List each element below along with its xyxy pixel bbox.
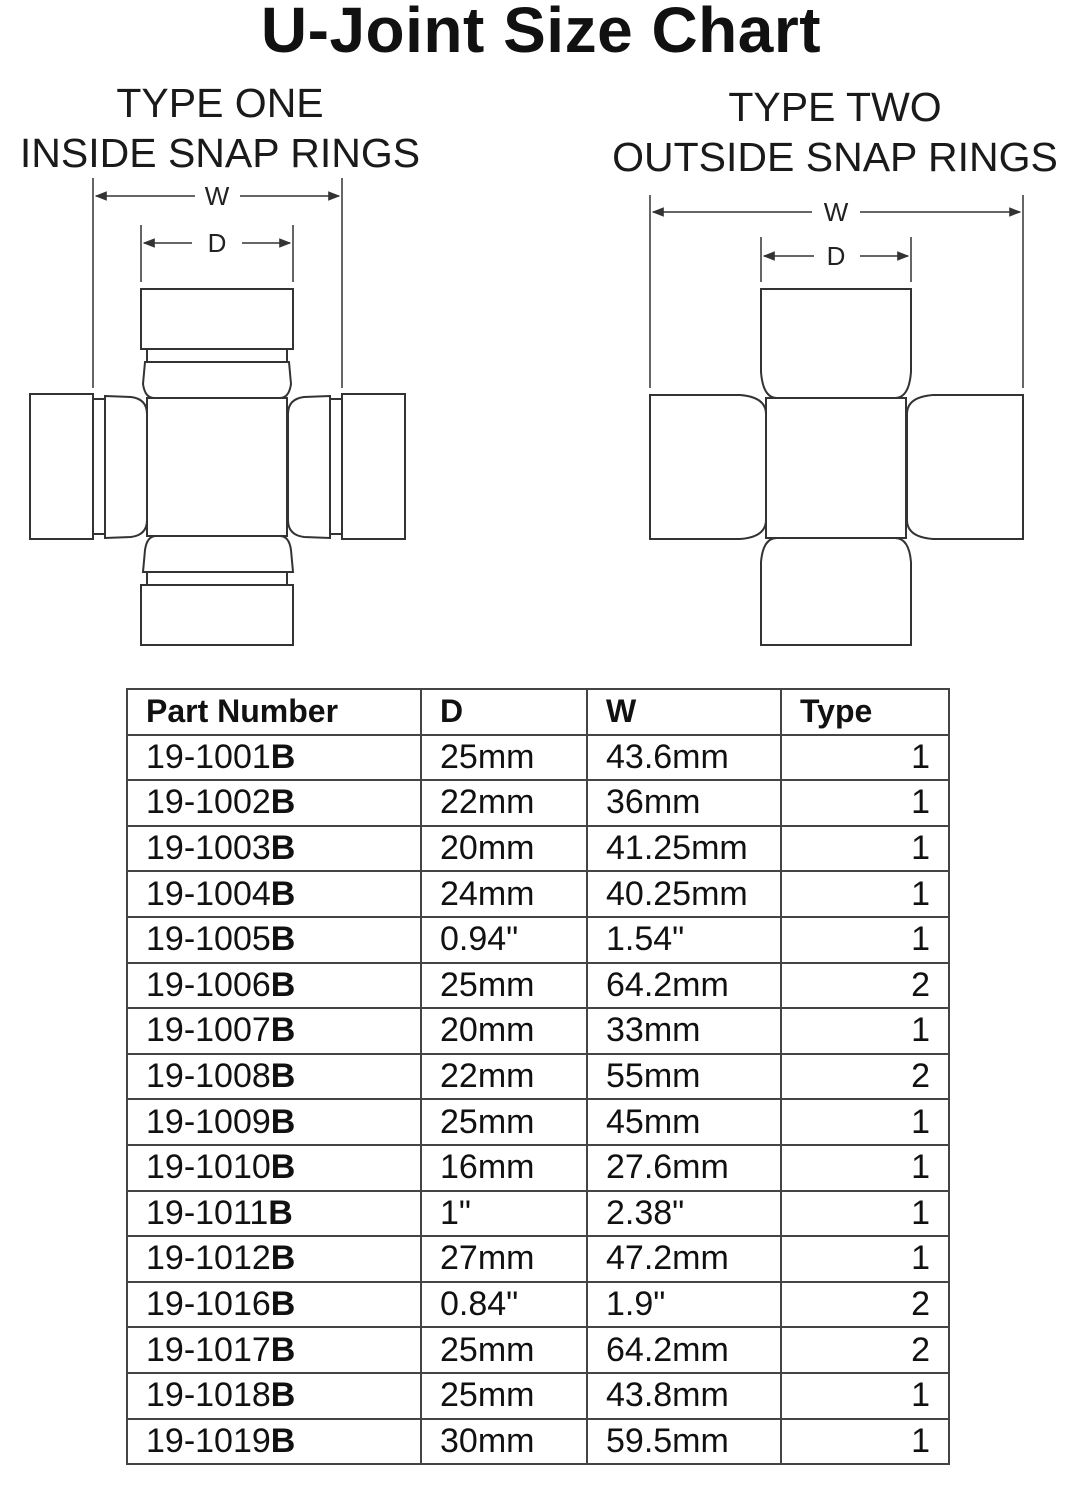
type-two-d-label: D (826, 241, 846, 271)
w-cell: 47.2mm (587, 1236, 781, 1282)
type-one-d-label: D (207, 228, 227, 258)
table-row (127, 1191, 949, 1237)
part-number-suffix: B (270, 829, 296, 868)
table-row (127, 1373, 949, 1419)
part-number-suffix: B (270, 1011, 296, 1050)
part-number-base: 19-1018 (146, 1376, 271, 1415)
type-two-d-dimension (761, 237, 911, 282)
column-header-part-number: Part Number (127, 689, 421, 735)
type-cell: 1 (781, 917, 949, 963)
part-number-suffix: B (270, 1148, 296, 1187)
part-number-cell (127, 1145, 421, 1191)
w-cell: 1.54" (587, 917, 781, 963)
type-cell: 1 (781, 735, 949, 781)
d-cell: 25mm (421, 963, 587, 1009)
table-row (127, 917, 949, 963)
part-number-suffix: B (268, 1193, 293, 1232)
type-one-label: TYPE ONE (116, 80, 324, 126)
type-cell: 1 (781, 1191, 949, 1237)
type-cell: 2 (781, 963, 949, 1009)
w-cell: 27.6mm (587, 1145, 781, 1191)
part-number-base: 19-1007 (146, 1011, 271, 1050)
part-number-base: 19-1004 (146, 874, 271, 913)
d-cell: 25mm (421, 1327, 587, 1373)
part-number-suffix: B (270, 1057, 296, 1096)
w-cell: 45mm (587, 1099, 781, 1145)
type-cell: 1 (781, 780, 949, 826)
w-cell: 64.2mm (587, 963, 781, 1009)
table-row (127, 1327, 949, 1373)
d-cell: 25mm (421, 1373, 587, 1419)
w-cell: 2.38" (587, 1191, 781, 1237)
part-number-cell (127, 826, 421, 872)
table-row (127, 963, 949, 1009)
w-cell: 40.25mm (587, 871, 781, 917)
d-cell: 1" (421, 1191, 587, 1237)
type-one-heading (0, 78, 440, 178)
type-cell: 1 (781, 1008, 949, 1054)
part-number-cell (127, 1099, 421, 1145)
ujoint-size-table (126, 688, 950, 1465)
type-cell: 1 (781, 1373, 949, 1419)
table-row (127, 1419, 949, 1465)
w-cell: 1.9" (587, 1282, 781, 1328)
table-row (127, 826, 949, 872)
part-number-suffix: B (270, 1285, 296, 1324)
part-number-base: 19-1003 (146, 829, 271, 868)
part-number-cell (127, 963, 421, 1009)
w-cell: 59.5mm (587, 1419, 781, 1465)
table-row (127, 1145, 949, 1191)
type-cell: 2 (781, 1282, 949, 1328)
part-number-suffix: B (270, 1421, 296, 1460)
part-number-suffix: B (270, 783, 296, 822)
part-number-base: 19-1016 (146, 1285, 271, 1324)
part-number-base: 19-1002 (146, 783, 271, 822)
part-number-suffix: B (270, 737, 296, 776)
type-two-ujoint-diagram (640, 170, 1040, 660)
table-row (127, 1099, 949, 1145)
table-row (127, 1236, 949, 1282)
type-two-label: TYPE TWO (728, 84, 942, 130)
part-number-base: 19-1012 (146, 1239, 271, 1278)
part-number-suffix: B (270, 1239, 296, 1278)
type-cell: 1 (781, 871, 949, 917)
part-number-base: 19-1009 (146, 1102, 271, 1141)
table-row (127, 735, 949, 781)
column-header-d: D (421, 689, 587, 735)
part-number-suffix: B (270, 874, 296, 913)
d-cell: 22mm (421, 1054, 587, 1100)
d-cell: 24mm (421, 871, 587, 917)
table-row (127, 1008, 949, 1054)
part-number-cell (127, 1236, 421, 1282)
part-number-base: 19-1011 (146, 1193, 269, 1232)
part-number-cell (127, 1282, 421, 1328)
part-number-suffix: B (270, 920, 296, 959)
part-number-cell (127, 780, 421, 826)
type-two-heading (588, 82, 1082, 182)
w-cell: 55mm (587, 1054, 781, 1100)
table-row (127, 1054, 949, 1100)
part-number-cell (127, 1327, 421, 1373)
d-cell: 30mm (421, 1419, 587, 1465)
part-number-cell (127, 871, 421, 917)
part-number-suffix: B (270, 1376, 296, 1415)
d-cell: 0.84" (421, 1282, 587, 1328)
part-number-base: 19-1010 (146, 1148, 271, 1187)
type-one-description: INSIDE SNAP RINGS (19, 130, 421, 176)
table-row (127, 1282, 949, 1328)
part-number-cell (127, 1008, 421, 1054)
type-cell: 1 (781, 826, 949, 872)
part-number-cell (127, 1373, 421, 1419)
type-cell: 1 (781, 1419, 949, 1465)
table-row (127, 871, 949, 917)
column-header-type: Type (781, 689, 949, 735)
type-cell: 2 (781, 1327, 949, 1373)
part-number-cell (127, 1054, 421, 1100)
d-cell: 27mm (421, 1236, 587, 1282)
d-cell: 20mm (421, 826, 587, 872)
w-cell: 64.2mm (587, 1327, 781, 1373)
type-one-w-label: W (204, 181, 230, 211)
type-two-w-label: W (823, 197, 849, 227)
part-number-cell (127, 1191, 421, 1237)
type-one-ujoint-diagram (0, 170, 440, 660)
part-number-base: 19-1006 (146, 965, 271, 1004)
type-cell: 1 (781, 1099, 949, 1145)
d-cell: 20mm (421, 1008, 587, 1054)
type-one-d-dimension (141, 225, 293, 282)
type-cell: 1 (781, 1145, 949, 1191)
d-cell: 22mm (421, 780, 587, 826)
part-number-cell (127, 917, 421, 963)
d-cell: 25mm (421, 735, 587, 781)
part-number-suffix: B (270, 1330, 296, 1369)
d-cell: 25mm (421, 1099, 587, 1145)
part-number-cell (127, 735, 421, 781)
part-number-suffix: B (270, 965, 296, 1004)
type-two-description: OUTSIDE SNAP RINGS (612, 134, 1058, 180)
table-row (127, 780, 949, 826)
d-cell: 0.94" (421, 917, 587, 963)
part-number-cell (127, 1419, 421, 1465)
column-header-w: W (587, 689, 781, 735)
d-cell: 16mm (421, 1145, 587, 1191)
part-number-base: 19-1017 (146, 1330, 271, 1369)
part-number-base: 19-1008 (146, 1057, 271, 1096)
w-cell: 43.8mm (587, 1373, 781, 1419)
part-number-base: 19-1019 (146, 1421, 271, 1460)
table-header-row (127, 689, 949, 735)
w-cell: 36mm (587, 780, 781, 826)
w-cell: 43.6mm (587, 735, 781, 781)
part-number-base: 19-1001 (146, 737, 271, 776)
page-title: U-Joint Size Chart (260, 0, 822, 66)
w-cell: 41.25mm (587, 826, 781, 872)
part-number-base: 19-1005 (146, 920, 271, 959)
w-cell: 33mm (587, 1008, 781, 1054)
type-cell: 2 (781, 1054, 949, 1100)
type-cell: 1 (781, 1236, 949, 1282)
part-number-suffix: B (270, 1102, 296, 1141)
